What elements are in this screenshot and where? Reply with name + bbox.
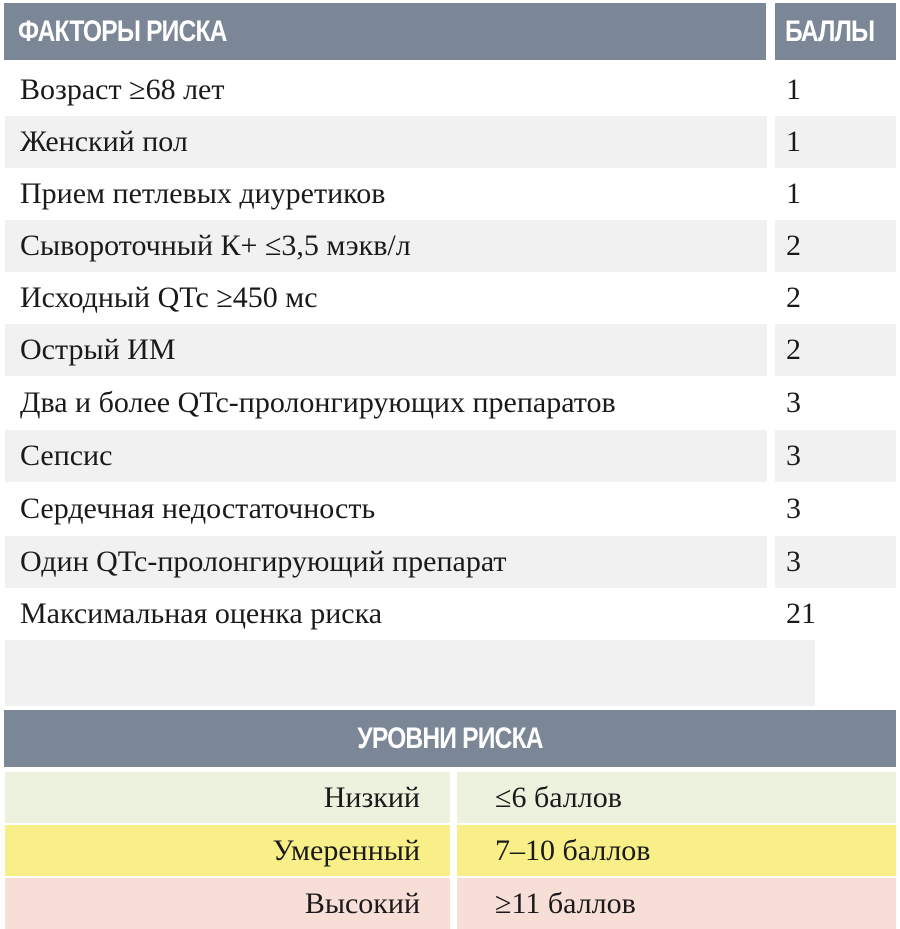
factors-table-header [0,0,900,60]
risk-level-range: ≥11 баллов [457,878,896,929]
points-cell: 1 [775,116,896,168]
points-cell: 21 [786,597,816,630]
table-row [0,64,900,116]
points-cell: 3 [786,492,801,525]
factor-cell: Исходный QTc ≥450 мс [20,281,318,314]
risk-level-range: ≤6 баллов [457,772,896,823]
header-points-label: БАЛЛЫ [785,15,875,48]
points-cell: 1 [786,73,801,106]
factor-cell: Два и более QTc-пролонгирующих препаратов [20,386,616,419]
points-cell: 3 [786,386,801,419]
header-points [775,3,896,60]
factor-cell: Женский пол [5,116,767,168]
table-row [0,116,900,168]
risk-levels-header [4,710,896,767]
risk-level-row-moderate [5,825,896,876]
points-cell: 1 [786,177,801,210]
risk-level-row-low [5,772,896,823]
table-row [0,168,900,220]
factor-cell: Один QTc-пролонгирующий препарат [5,536,767,588]
risk-level-range: 7–10 баллов [457,825,896,876]
risk-levels-header-label: УРОВНИ РИСКА [357,722,543,755]
factor-cell: Прием петлевых диуретиков [20,177,386,210]
risk-level-row-high [5,878,896,929]
points-cell: 2 [775,220,896,272]
factor-cell: Сепсис [5,430,767,482]
spacer-band [5,640,815,706]
factor-cell: Острый ИМ [5,324,767,376]
factor-cell: Сывороточный К+ ≤3,5 мэкв/л [5,220,767,272]
factor-cell: Возраст ≥68 лет [20,73,225,106]
table-row [0,272,900,324]
table-row [0,430,900,482]
table-row [0,536,900,588]
points-cell: 3 [775,536,896,588]
points-cell: 2 [775,324,896,376]
factor-cell: Максимальная оценка риска [20,597,383,630]
header-risk-factors-label: ФАКТОРЫ РИСКА [18,15,227,48]
table-row-max-score [0,588,900,640]
points-cell: 2 [786,281,801,314]
risk-level-name: Умеренный [5,825,450,876]
risk-level-name: Высокий [5,878,450,929]
table-row [0,220,900,272]
table-row [0,324,900,376]
table-row [0,377,900,429]
header-risk-factors [4,3,766,60]
risk-level-name: Низкий [5,772,450,823]
table-row [0,483,900,535]
factor-cell: Сердечная недостаточность [20,492,376,525]
points-cell: 3 [775,430,896,482]
